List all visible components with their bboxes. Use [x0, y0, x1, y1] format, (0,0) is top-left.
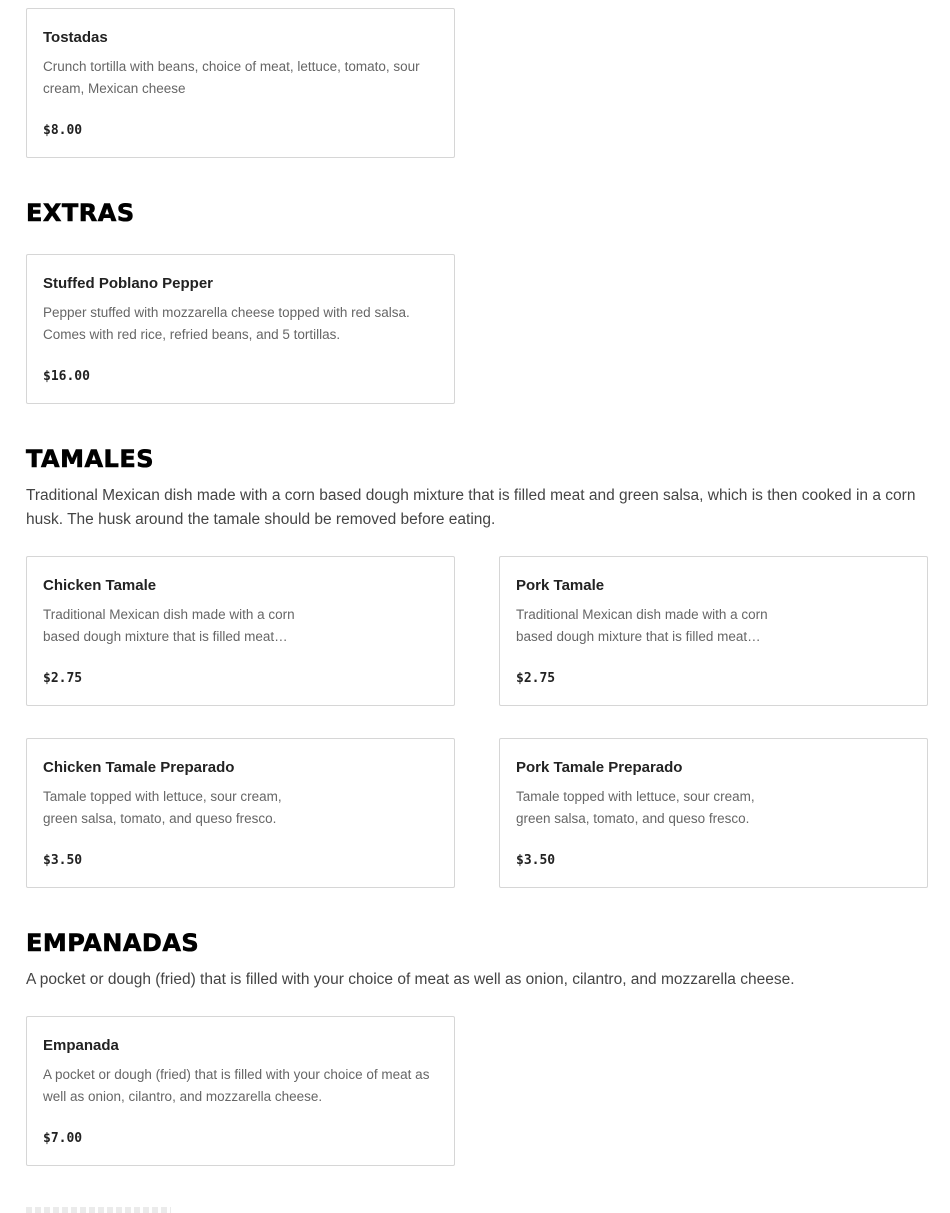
- menu-item-price: $16.00: [43, 369, 90, 384]
- menu-item-name: Stuffed Poblano Pepper: [43, 275, 214, 292]
- menu-item-price: $3.50: [43, 853, 83, 868]
- section-title-tamales: TAMALES: [26, 445, 155, 473]
- menu-item-price: $2.75: [516, 671, 556, 686]
- menu-item-description: Traditional Mexican dish made with a corn based dough mixture that is filled meat: [516, 607, 768, 644]
- section-description-empanadas: A pocket or dough (fried) that is filled with your choice of meat as well as onion, cilantro, and mozzarella cheese.: [26, 971, 795, 988]
- menu-item-price: $3.50: [516, 853, 556, 868]
- next-section-title-cutoff: [26, 1207, 171, 1213]
- menu-item-name: Pork Tamale: [516, 577, 605, 594]
- section-description-tamales: Traditional Mexican dish made with a corn based dough mixture that is filled meat and green salsa, which is then cooked in a corn husk. The husk around the tamale should be removed before eating.: [26, 487, 916, 528]
- menu-item-name: Chicken Tamale Preparado: [43, 759, 235, 776]
- menu-item-name: Empanada: [43, 1037, 119, 1054]
- menu-item-card-chicken-tamale[interactable]: [26, 556, 455, 706]
- menu-item-name: Tostadas: [43, 29, 108, 46]
- menu-item-card-pork-tamale-preparado[interactable]: [499, 738, 928, 888]
- menu-item-description: Crunch tortilla with beans, choice of meat, lettuce, tomato, sour cream, Mexican cheese: [43, 59, 420, 96]
- menu-item-name: Chicken Tamale: [43, 577, 157, 594]
- menu-item-price: $2.75: [43, 671, 83, 686]
- menu-item-card-chicken-tamale-preparado[interactable]: [26, 738, 455, 888]
- menu-item-description: Tamale topped with lettuce, sour cream, green salsa, tomato, and queso fresco.: [43, 789, 282, 826]
- menu-item-card-tostadas[interactable]: [26, 8, 455, 158]
- menu-item-description: Traditional Mexican dish made with a corn based dough mixture that is filled meat: [43, 607, 295, 644]
- menu-item-name: Pork Tamale Preparado: [516, 759, 683, 776]
- menu-item-price: $7.00: [43, 1131, 83, 1146]
- section-title-empanadas: EMPANADAS: [26, 929, 200, 957]
- menu-item-price: $8.00: [43, 123, 83, 138]
- menu-item-card-pork-tamale[interactable]: [499, 556, 928, 706]
- menu-item-card-empanada[interactable]: [26, 1016, 455, 1166]
- menu-item-description: A pocket or dough (fried) that is filled with your choice of meat as well as onion, cilantro, and mozzarella cheese.: [43, 1067, 430, 1104]
- menu-item-description: Pepper stuffed with mozzarella cheese topped with red salsa. Comes with red rice, refried beans, and 5 tortillas.: [43, 305, 410, 342]
- section-title-extras: EXTRAS: [26, 199, 135, 227]
- menu-item-card-stuffed-poblano-pepper[interactable]: [26, 254, 455, 404]
- menu-item-description: Tamale topped with lettuce, sour cream, green salsa, tomato, and queso fresco.: [516, 789, 755, 826]
